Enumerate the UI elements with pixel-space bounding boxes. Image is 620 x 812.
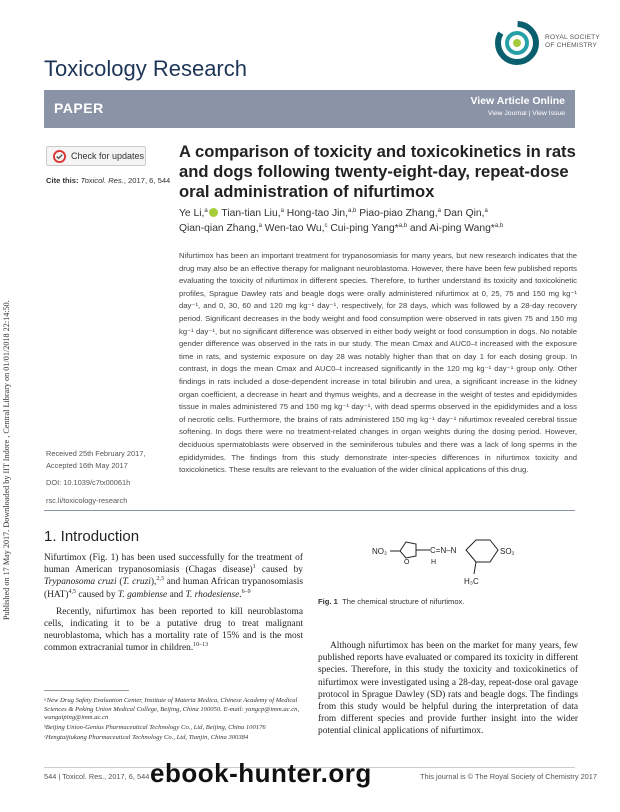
- view-links: [488, 110, 565, 117]
- affiliation-footnotes: [44, 697, 306, 744]
- check-for-updates-button[interactable]: [46, 146, 146, 166]
- figure-caption: Fig. 1 The chemical structure of nifurtimox.: [318, 597, 465, 606]
- structure-o: O: [404, 559, 410, 566]
- structure-so2: SO₂: [500, 547, 515, 556]
- view-article-online-link[interactable]: View Article Online: [470, 95, 565, 107]
- structure-chain: C=N–N: [430, 546, 457, 555]
- intro-paragraph-2: Recently, nifurtimox has been reported to kill neuroblastoma cells, indicating it to be a putative drug to treat malignant neuroblastoma, which has a mortality rate of 15% and is the most common extracranial tumor in children.$^{10-13}$: [44, 606, 303, 654]
- journal-url-link[interactable]: rsc.li/toxicology-research: [46, 495, 128, 505]
- view-journal-link[interactable]: View Journal: [487, 110, 527, 117]
- footnote-a: ᵃNew Drug Safety Evaluation Center, Institute of Materia Medica, Chinese Academy of Medical Sciences & Peking Union Medical College, Beijing, China 100050. E-mail: yangcp@imm.ac.cn, wangaiping@imm.ac.cn: [44, 697, 300, 722]
- article-title: A comparison of toxicity and toxicokinetics in rats and dogs following twenty-eight-day, repeat-dose oral administration of nifurtimox: [179, 142, 576, 201]
- rsc-logo[interactable]: [492, 18, 612, 78]
- abstract: Nifurtimox has been an important treatment for trypanosomiasis for many years, but new research indicates that the drug may also be an effective therapy for malignant neuroblastoma. However, there have been few published reports evaluating the toxicity of nifurtimox in different species. Therefore, to further understand its toxicity and toxicokinetic profiles, Sprague Dawley rats and beagle dogs were orally administered nifurtimox at 0, 25, 75 and 150 mg kg⁻¹ day⁻¹, and 0, 30, 60 and 120 mg kg⁻¹ day⁻¹, respectively, for 28 days, which was followed by a 28-day recovery period. Significant decreases in the body weight and food consumption were observed in rats given 75 and 150 mg kg⁻¹ day⁻¹, but no significant difference was observed in either body weight or food consumption in dogs. No notable gender difference was observed in the rats in our study. The mean Cmax and AUC0–t increased with the exposure time in rats, and systemic exposure on day 28 was notably higher than that on day 1 for each dosing group. In contrast, in dogs the mean Cmax and AUC0–t increased significantly in the 120 mg kg⁻¹ day⁻¹ group only. Other findings in rats included a dose-dependent increase in total bilirubin and urea, a significant increase in the kidney organ coefficient, a decrease in heart and thymus weights, and a decrease in the weight of testes and epididymides tissue in males administered 75 and 150 mg kg⁻¹ day⁻¹, with dead sperms observed in the epididymides and a loss of necrotic cells. Furthermore, the brains of rats administered 150 mg kg⁻¹ day⁻¹ nifurtimox revealed cerebral tissue softening. In dogs there were no treatment-related changes in organ weights during the dosing period. However, deciduous spermatoblasts were observed in the seminiferous tubules and there was a lack of long sperms in the epididymides. The findings from this study demonstrate inter-species differences in nifurtimox toxicity and toxicokinetics. These results are relevant to the evaluation of the wider clinical applications of this drug.: [179, 251, 577, 475]
- furan-ring: [400, 542, 416, 558]
- publication-stamp: Published on 17 May 2017. Downloaded by IIT Indore , Central Library on 01/01/2018 22:14:50.: [2, 300, 11, 620]
- page-footer-right: This journal is © The Royal Society of Chemistry 2017: [420, 772, 598, 781]
- journal-title[interactable]: Toxicology Research: [44, 56, 247, 81]
- thiomorpholine-ring: [466, 540, 498, 562]
- nifurtimox-structure: [370, 530, 530, 590]
- article-type-label: PAPER: [54, 100, 104, 116]
- orcid-icon[interactable]: [209, 208, 218, 217]
- received-info: Received 25th February 2017, Accepted 16th May 2017 DOI: 10.1039/c7tx00061h rsc.li/toxicology-research: [46, 449, 146, 505]
- footnote-rule: [44, 690, 129, 691]
- citation: Cite this: Toxicol. Res., 2017, 6, 544: [46, 176, 171, 185]
- structure-h: H: [431, 559, 437, 566]
- check-updates-icon: [53, 150, 66, 163]
- link-separator: |: [528, 110, 531, 117]
- intro-right-column: [318, 640, 578, 738]
- doi-link[interactable]: DOI: 10.1039/c7tx00061h: [46, 478, 131, 487]
- rsc-emblem-icon: [492, 18, 542, 68]
- author-list: Ye Li,$^a$ Tian-tian Liu,$^a$ Hong-tao Jin,$^{a,b}$ Piao-piao Zhang,$^a$ Dan Qin,$^a$ Qian-qian Zhang,$^a$ Wen-tao Wu,$^c$ Cui-ping Yang*$^{a,b}$ and Ai-ping Wang*$^{a,b}$: [179, 208, 504, 234]
- structure-no2: NO₂: [372, 547, 388, 556]
- article-type-bar: [44, 90, 575, 128]
- check-updates-label: Check for updates: [71, 151, 145, 161]
- rsc-logo-text: ROYAL SOCIETY OF CHEMISTRY: [545, 34, 600, 49]
- view-issue-link[interactable]: View Issue: [532, 110, 565, 117]
- watermark: ebook-hunter.org: [150, 758, 372, 788]
- structure-ch3: H₃C: [464, 577, 479, 586]
- page-footer-left: 544 | Toxicol. Res., 2017, 6, 544: [44, 772, 150, 781]
- section-divider: [44, 510, 575, 511]
- intro-paragraph-1: Nifurtimox (Fig. 1) has been used successfully for the treatment of human American trypanosomiasis (Chagas disease)$^1$ caused by Trypanosoma cruzi (T. cruzi),$^{2,3}$ and human African trypanosomiasis (HAT)$^{4,5}$ caused by T. gambiense and T. rhodesiense.$^{6-9}$: [44, 553, 303, 600]
- section-heading-introduction: 1. Introduction: [44, 528, 140, 545]
- footnote-c: ᶜHengtaijiukang Pharmaceutical Technology Co., Ltd, Tianjin, China 300384: [44, 733, 249, 741]
- intro-paragraph-3: Although nifurtimox has been on the market for many years, few published reports have evaluated or compared its toxicity in different species. Therefore, in this study the toxicity and toxicokinetics of nifurtimox were investigated using a 28-day, repeat-dose oral gavage protocol in Sprague Dawley (SD) rats and beagle dogs. The findings from this study would be helpful during the interpretation of data from different species and provide further insight into the wider potential clinical applications of nifurtimox.: [318, 641, 578, 737]
- footnote-b: ᵇBeijing Union-Genius Pharmaceutical Technology Co., Ltd, Beijing, China 100176: [44, 724, 266, 732]
- intro-left-column: [44, 552, 303, 660]
